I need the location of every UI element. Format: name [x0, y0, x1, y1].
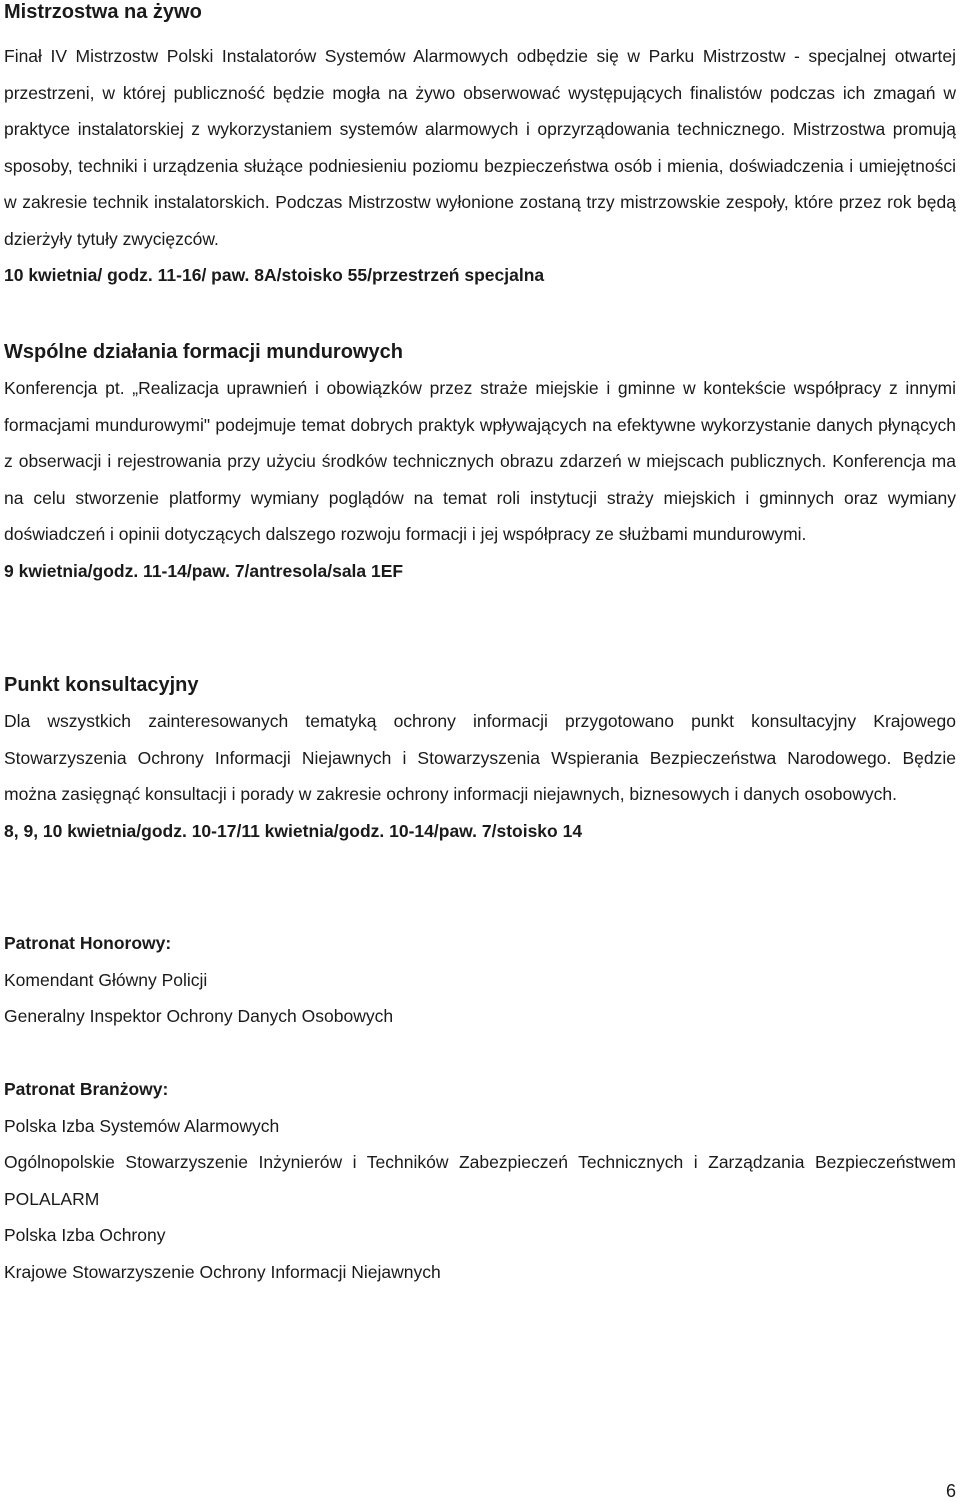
section-title: Wspólne działania formacji mundurowych — [4, 341, 403, 363]
section-details: 8, 9, 10 kwietnia/godz. 10-17/11 kwietnia/godz. 10-14/paw. 7/stoisko 14 — [4, 820, 583, 841]
section-patronat-honorowy — [4, 925, 956, 1035]
patron-item: Krajowe Stowarzyszenie Ochrony Informacji Niejawnych — [4, 1261, 441, 1282]
patron-item: Polska Izba Ochrony — [4, 1225, 166, 1245]
section-wspolne-dzialania — [4, 340, 956, 589]
patronat-branzowy-title: Patronat Branżowy: — [4, 1079, 169, 1099]
section-details: 10 kwietnia/ godz. 11-16/ paw. 8A/stoisko 55/przestrzeń specjalna — [4, 265, 545, 285]
patron-item: Komendant Główny Policji — [4, 969, 208, 990]
patron-item: Generalny Inspektor Ochrony Danych Osobowych — [4, 1006, 394, 1026]
section-body: Konferencja pt. „Realizacja uprawnień i obowiązków przez straże miejskie i gminne w kontekście współpracy z innymi formacjami mundurowymi" podejmuje temat dobrych praktyk wpływających na efektywne wykorzystanie danych płynących z obserwacji i rejestrowania przy użyciu środków technicznych obrazu zdarzeń w miejscach publicznych. Konferencja ma na celu stworzenie platformy wymiany poglądów na temat roli instytucji straży miejskich i gminnych oraz wymiany doświadczeń i opinii dotyczących dalszego rozwoju formacji i jej współpracy ze służbami mundurowymi. — [4, 378, 956, 544]
section-details: 9 kwietnia/godz. 11-14/paw. 7/antresola/sala 1EF — [4, 560, 404, 581]
section-title: Mistrzostwa na żywo — [4, 1, 202, 23]
section-patronat-branzowy — [4, 1071, 956, 1290]
section-mistrzostwa — [4, 0, 956, 294]
section-title: Punkt konsultacyjny — [4, 674, 199, 696]
section-body: Finał IV Mistrzostw Polski Instalatorów Systemów Alarmowych odbędzie się w Parku Mistrzostw - specjalnej otwartej przestrzeni, w której publiczność będzie mogła na żywo obserwować występujących finalistów podczas ich zmagań w praktyce instalatorskiej z wykorzystaniem systemów alarmowych i oprzyrządowania technicznego. Mistrzostwa promują sposoby, techniki i urządzenia służące podniesieniu poziomu bezpieczeństwa osób i mienia, doświadczenia i umiejętności w zakresie technik instalatorskich. Podczas Mistrzostw wyłonione zostaną trzy mistrzowskie zespoły, które przez rok będą dzierżyły tytuły zwycięzców. — [4, 46, 956, 249]
page-number: 6 — [945, 1481, 956, 1501]
patron-item: Ogólnopolskie Stowarzyszenie Inżynierów i Techników Zabezpieczeń Technicznych i Zarządzania Bezpieczeństwem POLALARM — [4, 1152, 956, 1209]
patron-item: Polska Izba Systemów Alarmowych — [4, 1115, 280, 1136]
section-punkt-konsultacyjny — [4, 673, 956, 849]
section-body: Dla wszystkich zainteresowanych tematyką ochrony informacji przygotowano punkt konsultacyjny Krajowego Stowarzyszenia Ochrony Informacji Niejawnych i Stowarzyszenia Wspierania Bezpieczeństwa Narodowego. Będzie można zasięgnąć konsultacji i porady w zakresie ochrony informacji niejawnych, biznesowych i danych osobowych. — [4, 711, 956, 804]
patronat-honorowy-title: Patronat Honorowy: — [4, 933, 172, 953]
